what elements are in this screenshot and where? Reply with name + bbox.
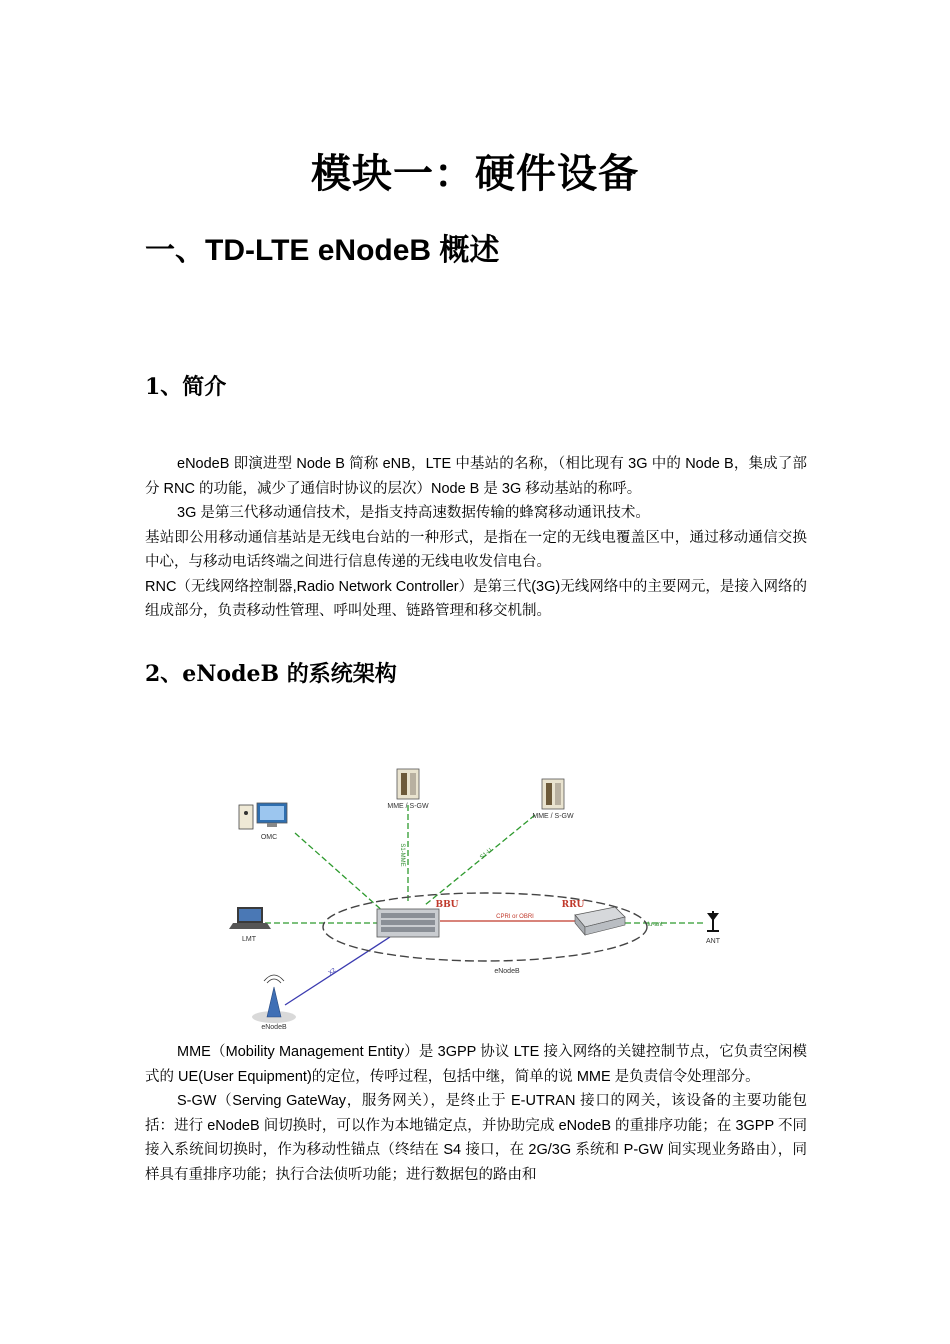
mme-sgw-label-2: MME / S-GW <box>532 813 574 820</box>
omc-computer-icon <box>239 803 287 829</box>
rru-icon <box>575 907 625 935</box>
omc-label: OMC <box>260 834 278 841</box>
paragraph-rnc: RNC（无线网络控制器,Radio Network Controller）是第三代(3G)无线网络中的主要网元，是接入网络的组成部分，负责移动性管理、呼叫处理、链路管理和移交机制。 <box>145 578 807 619</box>
section-heading-intro: 1、简介 <box>145 374 227 400</box>
chapter-heading: 一、TD-LTE eNodeB 概述 <box>145 234 500 267</box>
lmt-laptop-icon <box>229 907 271 929</box>
mme-sgw-icon-1 <box>397 769 419 799</box>
bbu-icon <box>377 909 439 937</box>
s1-mme-label: S1-MME <box>399 843 405 867</box>
antenna-icon <box>707 911 719 931</box>
x2-label: X2 <box>327 967 338 977</box>
enodeb-tower-icon <box>252 975 296 1023</box>
s1-u-link <box>425 815 535 905</box>
lmt-label: LMT <box>242 936 256 943</box>
section-heading-architecture: 2、eNodeB 的系统架构 <box>145 661 397 687</box>
enodeb-group-label: eNodeB <box>494 968 520 975</box>
paragraph-3g: 3G 是第三代移动通信技术，是指支持高速数据传输的蜂窝移动通讯技术。 <box>177 505 650 521</box>
omc-link <box>295 833 385 913</box>
paragraph-sgw: S-GW（Serving GateWay，服务网关），是终止于 E-UTRAN 接口的网关，该设备的主要功能包括：进行 eNodeB 间切换时，可以作为本地锚定点，并协助完成 eNodeB 的重排序功能；在 3GPP 不同接入系统间切换时，作为移动性锚点（终结在 S4 接口，在 2G/3G 系统和 P-GW 间实现业务路由），同样具有重排序功能；执行合法侦听功能；进行数据包的路由和 <box>145 1093 807 1183</box>
s1-u-label: S1-U <box>479 847 494 861</box>
bbu-label: BBU <box>435 900 459 910</box>
architecture-text <box>145 1040 807 1187</box>
mme-sgw-icon-2 <box>542 779 564 809</box>
x2-link <box>285 937 390 1005</box>
paragraph-enodeb: eNodeB 即演进型 Node B 简称 eNB，LTE 中基站的名称，（相比现有 3G 中的 Node B，集成了部分 RNC 的功能，减少了通信时协议的层次）Node B 是 3G 移动基站的称呼。 <box>145 456 807 497</box>
intro-text <box>145 452 807 624</box>
cpri-label: CPRI or OBRI <box>496 914 534 920</box>
iu-ant-label: Iu-ant <box>647 922 663 928</box>
mme-sgw-label-1: MME / S-GW <box>387 803 429 810</box>
architecture-diagram <box>225 755 745 1035</box>
document-title: 模块一：硬件设备 <box>311 150 639 197</box>
rru-label: RRU <box>561 900 585 910</box>
enodeb-site-label: eNodeB <box>261 1024 287 1031</box>
ant-label: ANT <box>706 938 720 945</box>
paragraph-mme: MME（Mobility Management Entity）是 3GPP 协议 LTE 接入网络的关键控制节点，它负责空闲模式的 UE(User Equipment)的定位，传呼过程，包括中继，简单的说 MME 是负责信令处理部分。 <box>145 1044 807 1085</box>
paragraph-base-station: 基站即公用移动通信基站是无线电台站的一种形式，是指在一定的无线电覆盖区中，通过移动通信交换中心，与移动电话终端之间进行信息传递的无线电收发信电台。 <box>145 529 807 570</box>
